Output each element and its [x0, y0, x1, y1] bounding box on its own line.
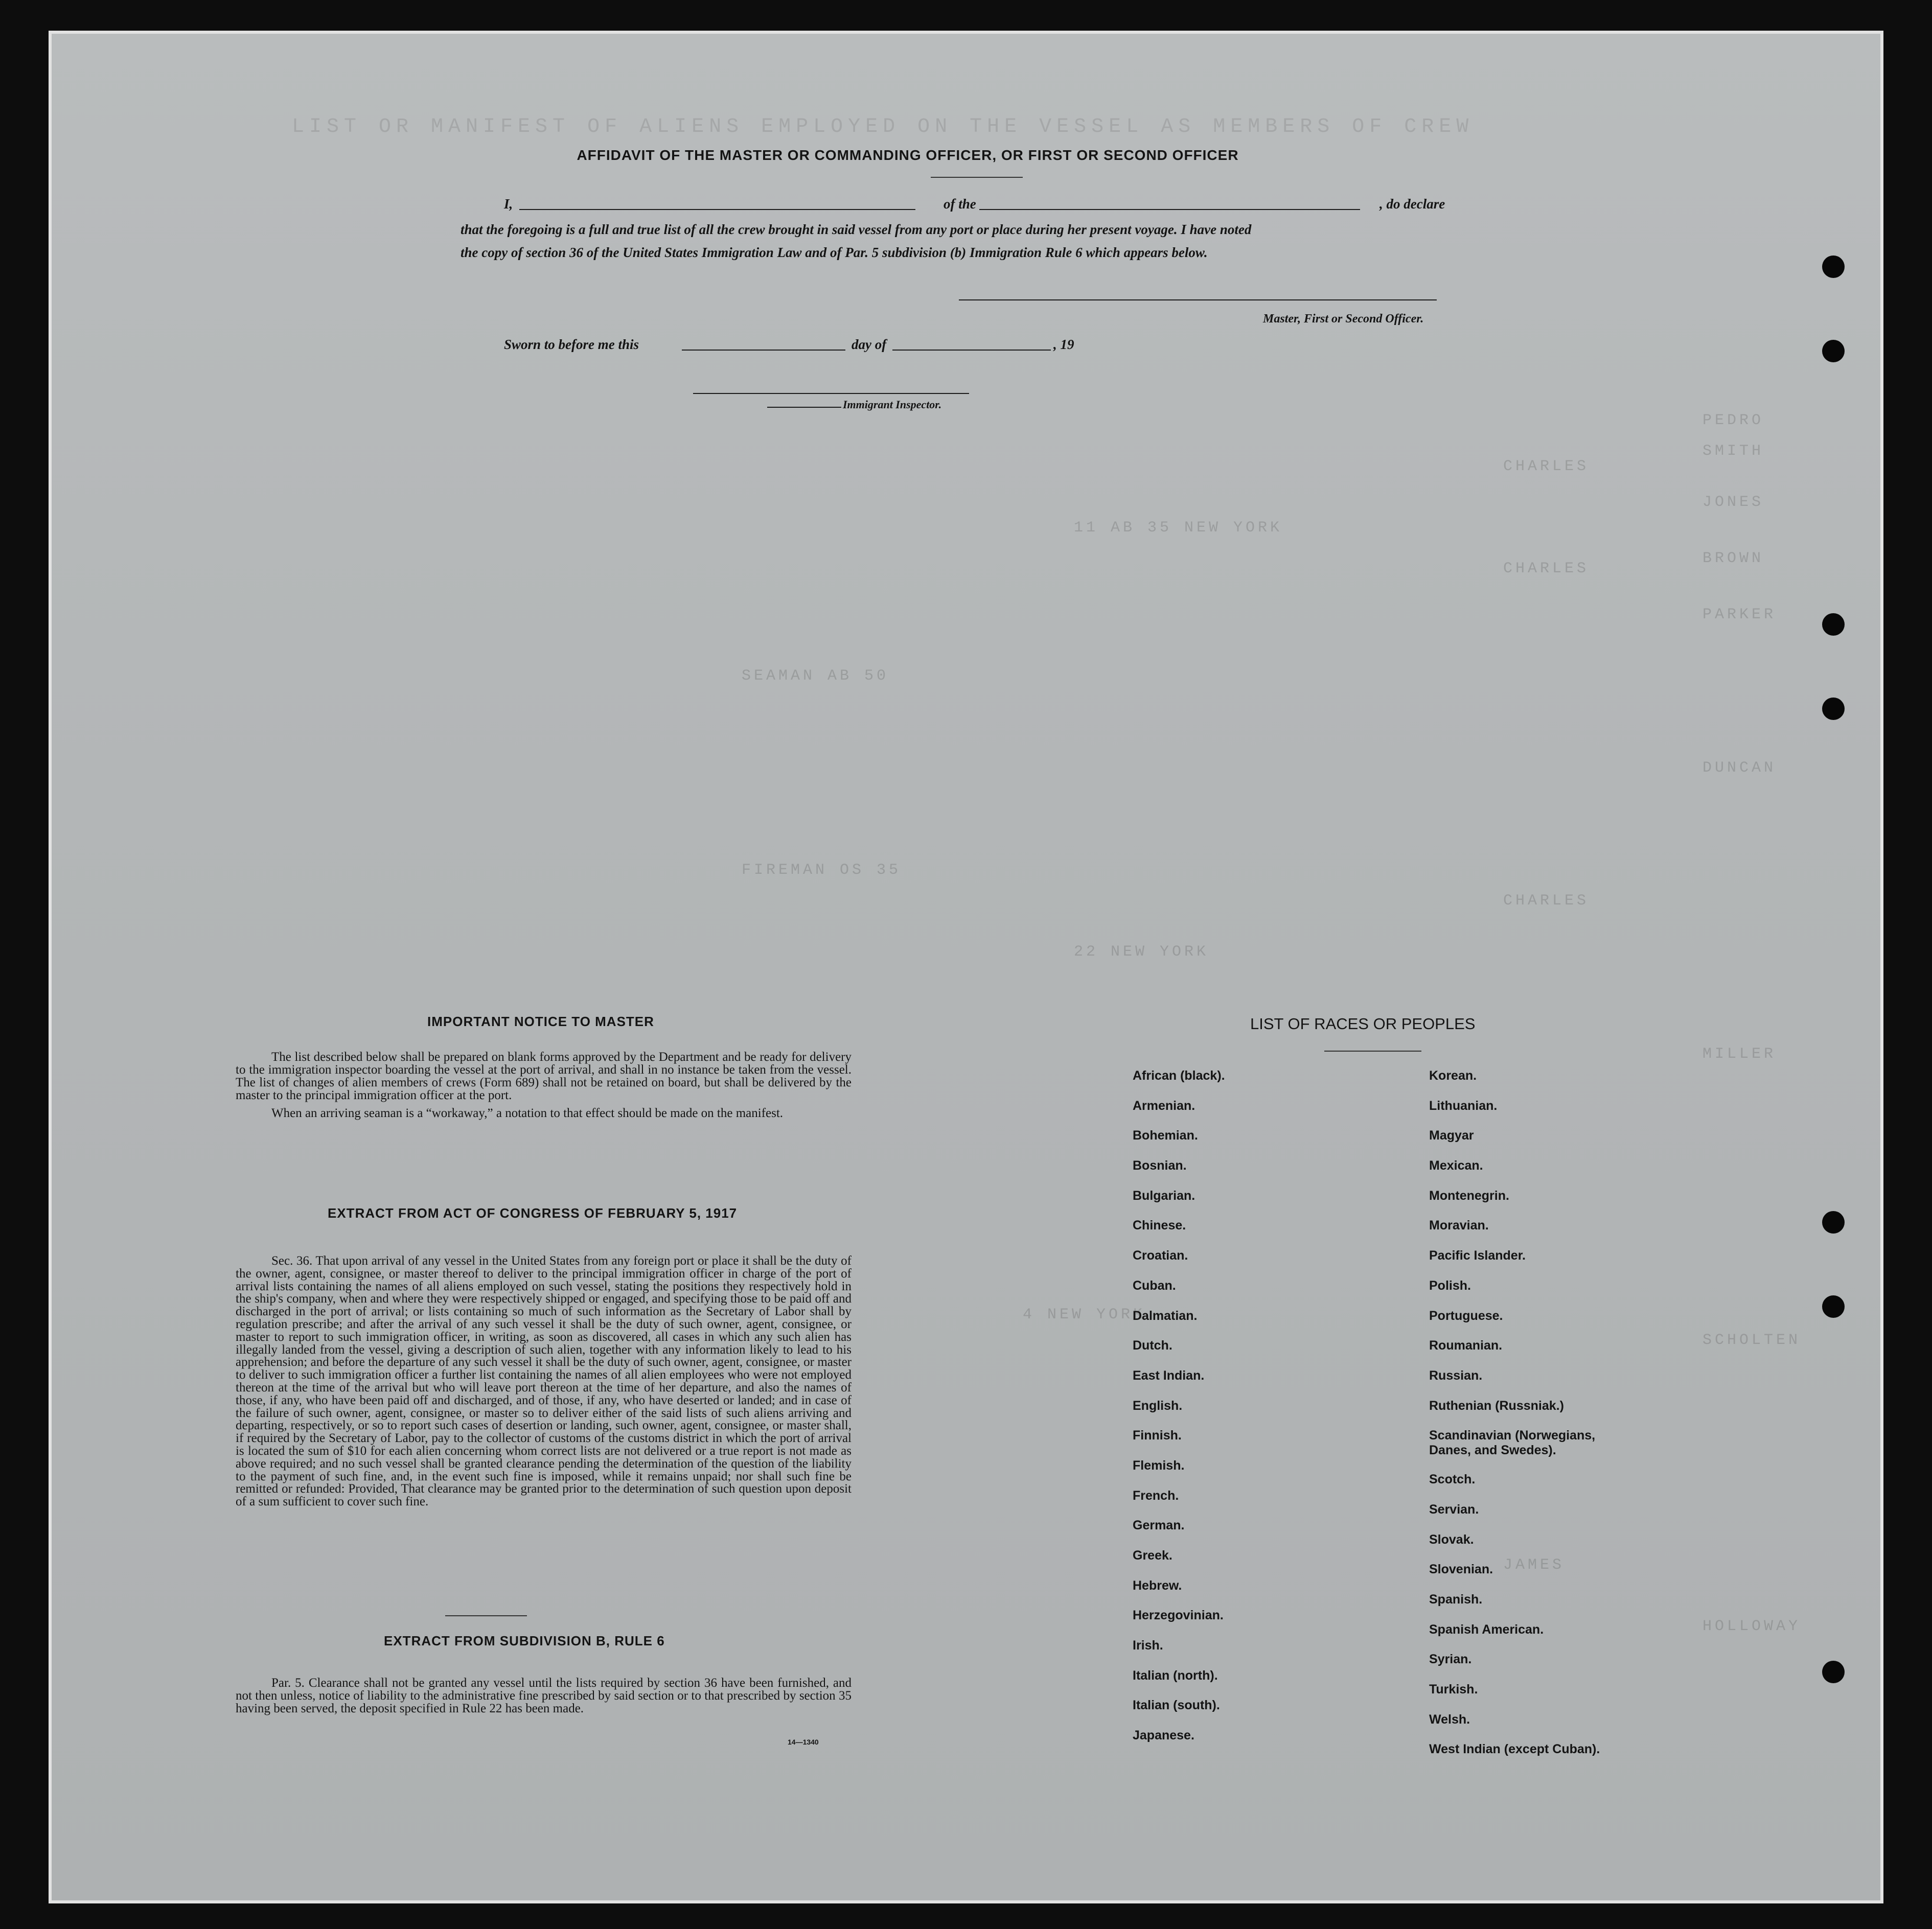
race-item: Turkish.	[1429, 1682, 1478, 1697]
sworn-month-field[interactable]	[892, 350, 1051, 351]
notice-paragraph-1: The list described below shall be prepared on blank forms approved by the Department and be ready for delivery to the immigration inspector boarding the vessel at the port of arrival, and shall in no instance be taken from the vessel. The list of changes of alien members of crews (Form 689) shall not be retained on board, but shall be delivered by the master to the principal immigration officer at the port.	[236, 1050, 852, 1102]
race-item: Italian (south).	[1133, 1698, 1220, 1713]
race-item: Japanese.	[1133, 1728, 1194, 1743]
races-column-1	[1133, 1068, 1347, 1758]
notice-title: IMPORTANT NOTICE TO MASTER	[427, 1014, 654, 1029]
race-item: Finnish.	[1133, 1428, 1182, 1443]
race-item: West Indian (except Cuban).	[1429, 1742, 1600, 1757]
form-page	[49, 31, 1883, 1903]
race-item: Dutch.	[1133, 1338, 1172, 1353]
race-item: German.	[1133, 1518, 1185, 1533]
race-item: Moravian.	[1429, 1218, 1489, 1233]
divider	[445, 1615, 527, 1616]
bleed-through-text: MILLER	[1703, 1045, 1777, 1063]
bleed-through-text: PARKER	[1703, 606, 1777, 623]
race-item: Portuguese.	[1429, 1308, 1503, 1323]
divider	[931, 177, 1023, 178]
race-item: Slovenian.	[1429, 1562, 1493, 1577]
bleed-through-text: 22 NEW YORK	[1074, 943, 1209, 961]
act-title: EXTRACT FROM ACT OF CONGRESS OF FEBRUARY 5, 1917	[328, 1205, 738, 1221]
day-of-label: day of	[852, 337, 887, 352]
race-item: French.	[1133, 1488, 1179, 1503]
race-item: Armenian.	[1133, 1098, 1195, 1113]
bleed-through-text: SEAMAN AB 50	[742, 667, 889, 685]
bleed-through-text: PEDRO	[1703, 412, 1764, 429]
race-item: Ruthenian (Russniak.)	[1429, 1398, 1564, 1413]
race-item: Montenegrin.	[1429, 1188, 1509, 1203]
race-item: Cuban.	[1133, 1278, 1176, 1293]
race-item: Bosnian.	[1133, 1158, 1187, 1173]
race-item: Irish.	[1133, 1638, 1163, 1653]
form-number: 14—1340	[788, 1738, 819, 1746]
sworn-label: Sworn to before me this	[504, 337, 639, 352]
bleed-through-text: JAMES	[1503, 1556, 1565, 1574]
affidavit-line-2: the copy of section 36 of the United States Immigration Law and of Par. 5 subdivision (b) Immigration Rule 6 which appears below.	[461, 245, 1208, 260]
race-item: Hebrew.	[1133, 1578, 1182, 1593]
signature-caption: Master, First or Second Officer.	[1263, 312, 1424, 326]
bleed-through-text: BROWN	[1703, 550, 1764, 567]
race-item: African (black).	[1133, 1068, 1225, 1083]
race-item: Italian (north).	[1133, 1668, 1218, 1683]
act-block	[236, 1255, 852, 1508]
affiant-label: I,	[504, 196, 513, 212]
race-item: Spanish.	[1429, 1592, 1483, 1607]
affiant-name-field[interactable]	[519, 209, 915, 210]
rule-title: EXTRACT FROM SUBDIVISION B, RULE 6	[384, 1633, 665, 1648]
race-item: Slovak.	[1429, 1532, 1474, 1547]
race-item: East Indian.	[1133, 1368, 1205, 1383]
race-item: Scandinavian (Norwegians, Danes, and Swedes).	[1429, 1428, 1596, 1458]
notice-block	[236, 1051, 852, 1120]
race-item: Roumanian.	[1429, 1338, 1503, 1353]
bleed-through-text: DUNCAN	[1703, 759, 1777, 777]
officer-signature-field[interactable]	[959, 299, 1437, 300]
binder-hole	[1822, 340, 1845, 362]
of-the-label: of the	[944, 196, 976, 212]
race-item: Lithuanian.	[1429, 1098, 1498, 1113]
race-item: Pacific Islander.	[1429, 1248, 1526, 1263]
binder-hole	[1822, 255, 1845, 278]
race-item: Scotch.	[1429, 1472, 1476, 1487]
inspector-signature-field[interactable]	[693, 393, 969, 394]
rule-paragraph: Par. 5. Clearance shall not be granted any vessel until the lists required by section 36 have been furnished, and not then unless, notice of liability to the administrative fine prescribed by said section or to that prescribed by section 35 having been served, the deposit specified in Rule 22 has been made.	[236, 1676, 852, 1715]
bleed-through-text: CHARLES	[1503, 892, 1590, 910]
vessel-name-field[interactable]	[979, 209, 1360, 210]
race-item: Bulgarian.	[1133, 1188, 1195, 1203]
inspector-prefix-line	[767, 407, 841, 408]
bleed-through-text: FIREMAN OS 35	[742, 862, 902, 879]
race-item: Russian.	[1429, 1368, 1483, 1383]
rule-block	[236, 1677, 852, 1715]
bleed-through-text: CHARLES	[1503, 560, 1590, 577]
race-item: Servian.	[1429, 1502, 1479, 1517]
act-section-36-text: Sec. 36. That upon arrival of any vessel in the United States from any foreign port or place it shall be the duty of the owner, agent, consignee, or master thereof to deliver to the principal immigration officer in charge of the port of arrival lists containing the names of all aliens employed on such vessel, stating the positions they respectively hold in the ship's company, when and where they were respectively shipped or engaged, and specifying those to be paid off and discharged in the port of arrival; or lists containing so much of such information as the Secretary of Labor shall by regulation prescribe; and after the arrival of any such vessel it shall be the duty of such owner, agent, consignee, or master to report to such immigration officer, in writing, as soon as discovered, all cases in which any such alien has illegally landed from the vessel, giving a description of such alien, together with any information likely to lead to his apprehension; and before the departure of any such vessel it shall be the duty of such owner, agent, consignee, or master to deliver to such immigration officer a further list containing the names of all alien employees who were not employed thereon at the time of the arrival but who will leave port thereon at the time of her departure, and also the names of those, if any, who have been paid off and discharged, and of those, if any, who have deserted or landed; and in case of the failure of such owner, agent, consignee, or master so to deliver either of the said lists of such aliens arriving and departing, respectively, or so to report such cases of desertion or landing, such owner, agent, consignee, or master shall, if required by the Secretary of Labor, pay to the collector of customs of the customs district in which the port of arrival is located the sum of $10 for each alien concerning whom correct lists are not delivered or a true report is not made as above required; and no such vessel shall be granted clearance pending the determination of the question of the liability to the payment of such fine, and, in the event such fine is imposed, while it remains unpaid; nor shall such fine be remitted or refunded: Provided, That clearance may be granted prior to the determination of such question upon deposit of a sum sufficient to cover such fine.	[236, 1254, 852, 1509]
affidavit-title: AFFIDAVIT OF THE MASTER OR COMMANDING OFFICER, OR FIRST OR SECOND OFFICER	[577, 147, 1239, 163]
bleed-through-text: HOLLOWAY	[1703, 1618, 1801, 1635]
bleed-through-text: 4 NEW YORK	[1023, 1306, 1146, 1323]
race-item: Herzegovinian.	[1133, 1608, 1224, 1623]
race-item: Mexican.	[1429, 1158, 1483, 1173]
race-item: Spanish American.	[1429, 1622, 1544, 1637]
notice-paragraph-2: When an arriving seaman is a “workaway,” a notation to that effect should be made on the manifest.	[271, 1106, 784, 1120]
race-item: English.	[1133, 1398, 1183, 1413]
bleed-through-text: SCHOLTEN	[1703, 1332, 1801, 1349]
race-item: Greek.	[1133, 1548, 1172, 1563]
affidavit-line-1: that the foregoing is a full and true list of all the crew brought in said vessel from any port or place during her present voyage. I have noted	[461, 222, 1252, 237]
bleed-through-text: 11 AB 35 NEW YORK	[1074, 519, 1283, 537]
races-column-2	[1429, 1068, 1644, 1772]
race-item: Welsh.	[1429, 1712, 1470, 1727]
race-item: Flemish.	[1133, 1458, 1185, 1473]
race-item: Korean.	[1429, 1068, 1477, 1083]
bleed-through-text: CHARLES	[1503, 458, 1590, 475]
inspector-caption: Immigrant Inspector.	[843, 398, 942, 411]
race-item: Dalmatian.	[1133, 1308, 1198, 1323]
bleed-through-text: JONES	[1703, 494, 1764, 511]
binder-hole	[1822, 613, 1845, 636]
race-item: Polish.	[1429, 1278, 1471, 1293]
binder-hole	[1822, 1295, 1845, 1318]
divider	[1324, 1051, 1421, 1052]
race-item: Croatian.	[1133, 1248, 1188, 1263]
bleed-through-text: LIST OR MANIFEST OF ALIENS EMPLOYED ON THE VESSEL AS MEMBERS OF CREW	[292, 115, 1474, 138]
bleed-through-text: SMITH	[1703, 443, 1764, 460]
binder-hole	[1822, 1661, 1845, 1683]
do-declare-label: , do declare	[1379, 196, 1445, 212]
race-item: Magyar	[1429, 1128, 1474, 1143]
binder-hole	[1822, 698, 1845, 720]
race-item: Bohemian.	[1133, 1128, 1198, 1143]
binder-hole	[1822, 1211, 1845, 1234]
race-item: Chinese.	[1133, 1218, 1186, 1233]
year-label: , 19	[1053, 337, 1074, 352]
race-item: Syrian.	[1429, 1652, 1472, 1667]
sworn-day-field[interactable]	[682, 350, 845, 351]
races-title: LIST OF RACES OR PEOPLES	[1250, 1015, 1476, 1033]
